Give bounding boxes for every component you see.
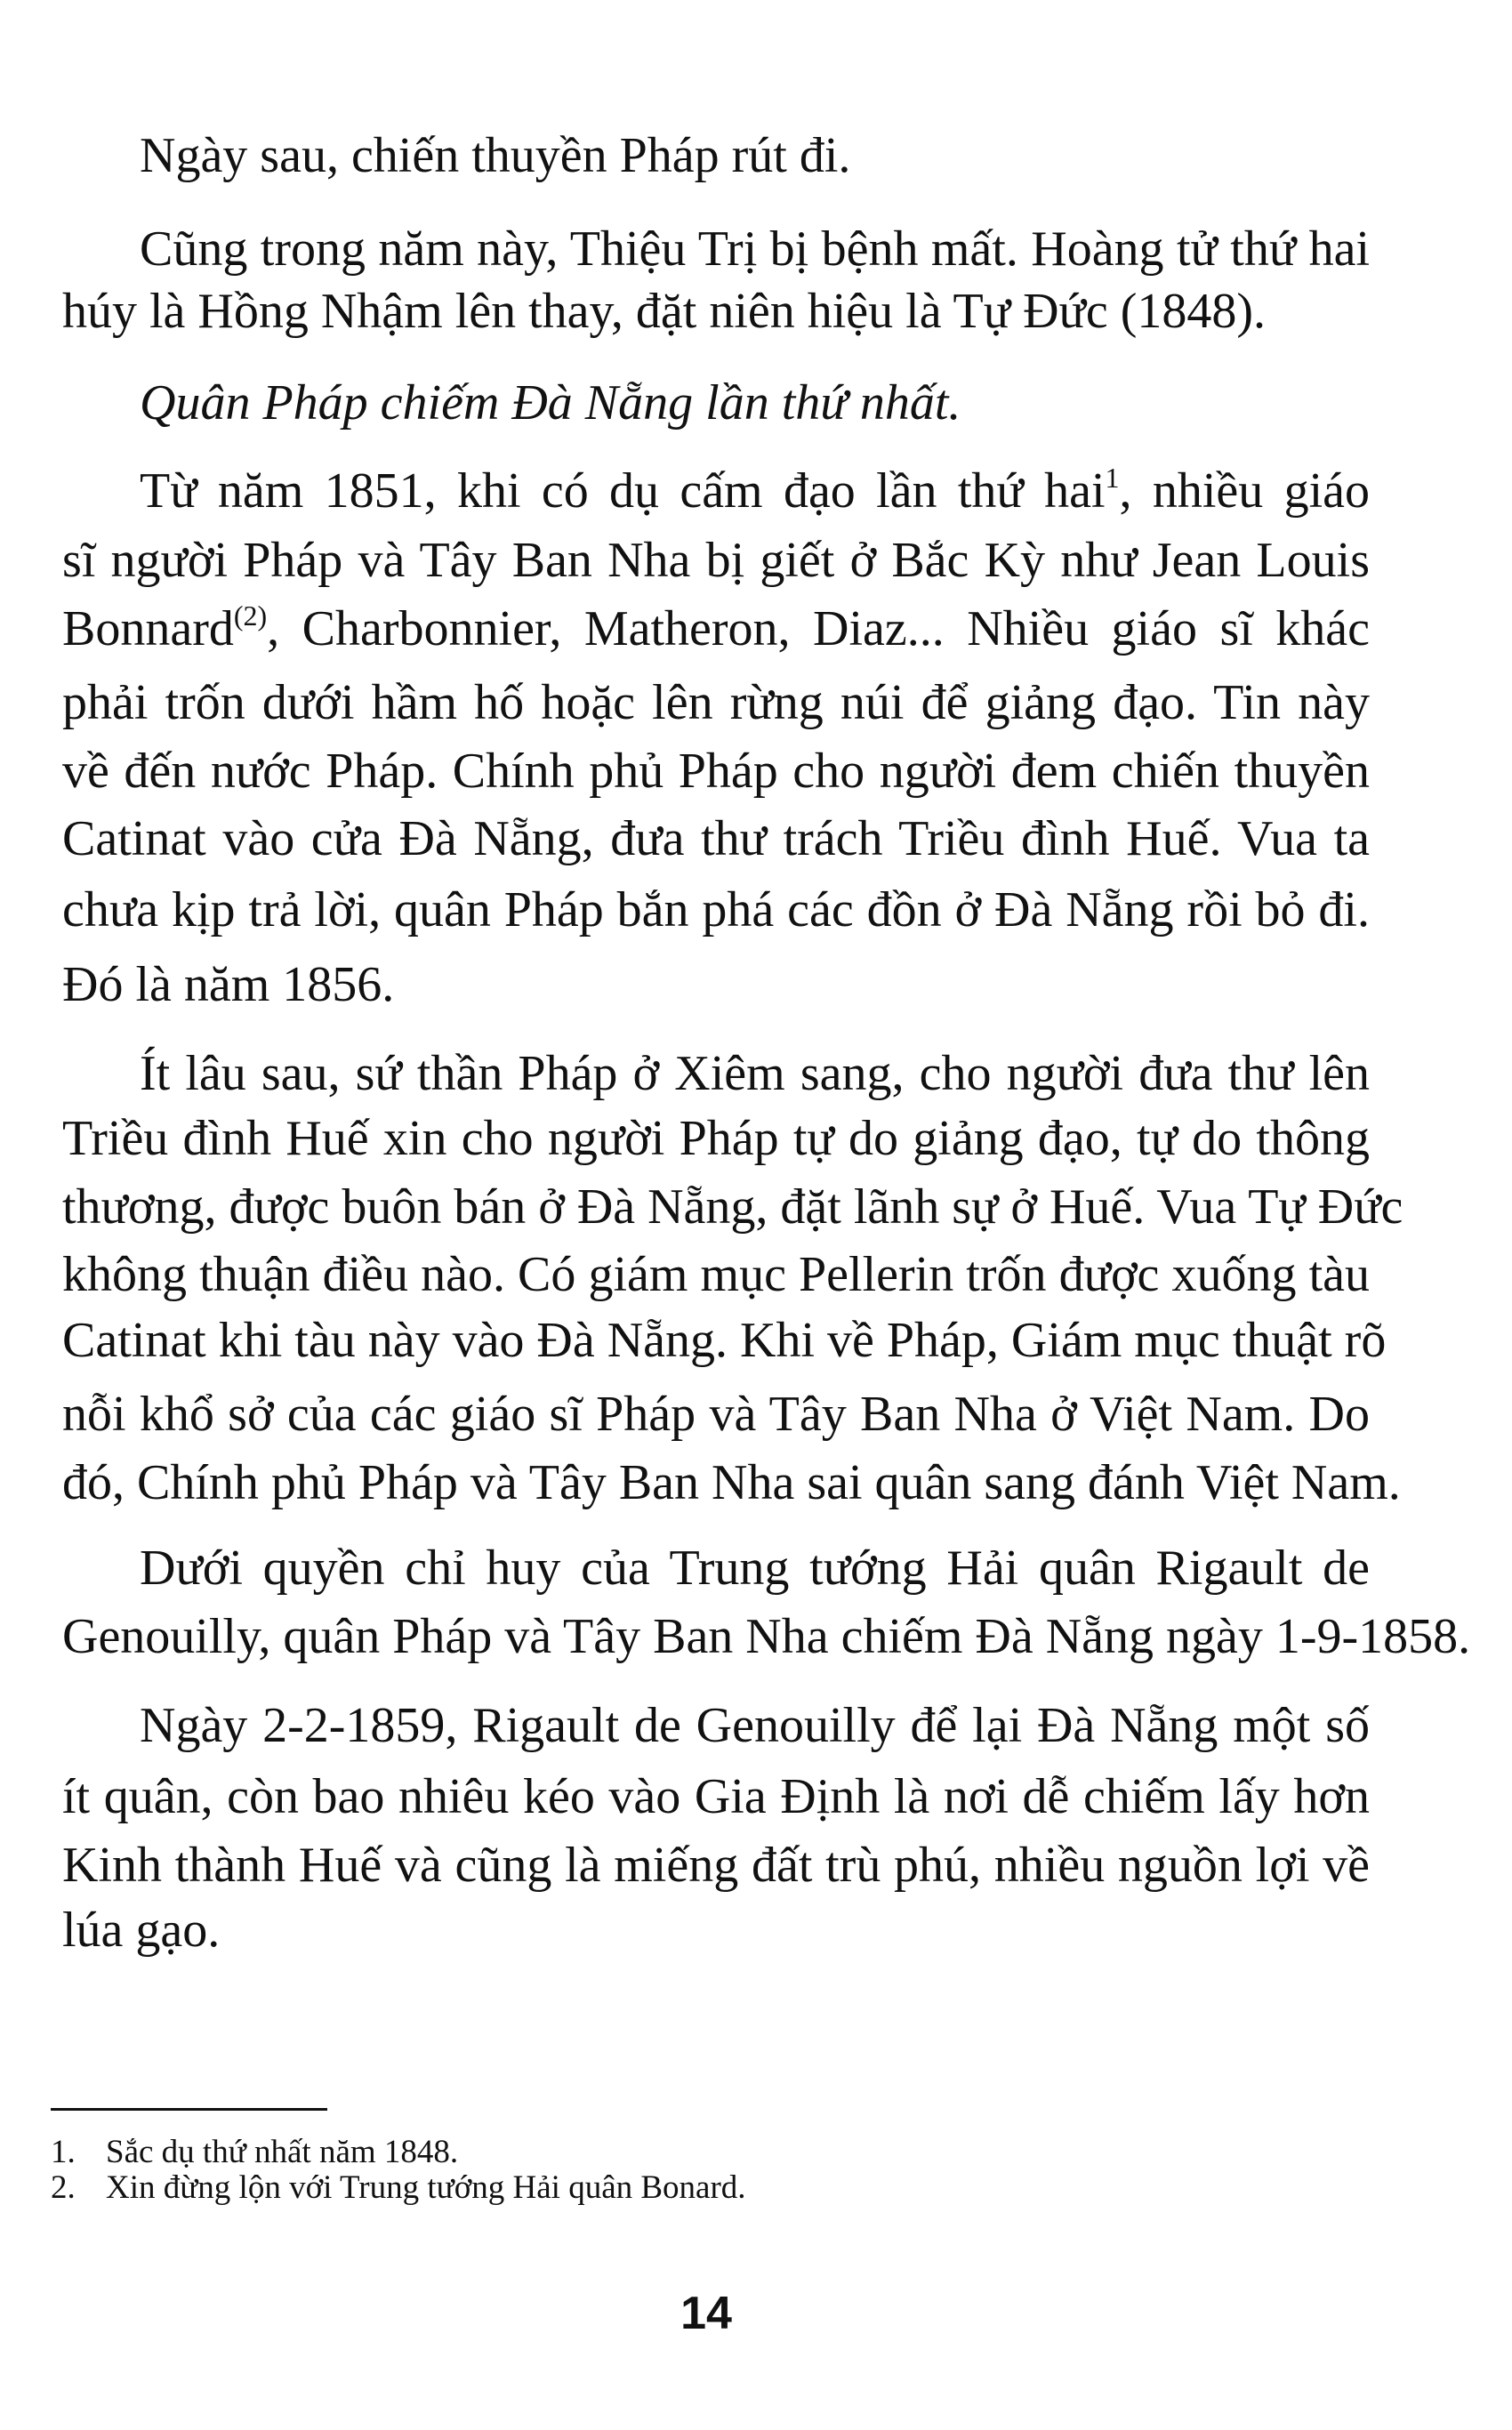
footnote-2 <box>51 2170 746 2206</box>
paragraph-5-line-6: nỗi khổ sở của các giáo sĩ Pháp và Tây Ban Nha ở Việt Nam. Do <box>62 1387 1370 1442</box>
text: Bonnard <box>62 601 234 656</box>
text: Từ năm 1851, khi có dụ cấm đạo lần thứ hai <box>140 463 1106 519</box>
page-number: 14 <box>680 2288 732 2339</box>
paragraph-4-line-7: chưa kịp trả lời, quân Pháp bắn phá các đồn ở Đà Nẵng rồi bỏ đi. <box>62 882 1370 937</box>
paragraph-1-line-1: Ngày sau, chiến thuyền Pháp rút đi. <box>140 128 851 183</box>
paragraph-4-line-8: Đó là năm 1856. <box>62 957 395 1012</box>
paragraph-7-line-2: ít quân, còn bao nhiêu kéo vào Gia Định là nơi dễ chiếm lấy hơn <box>62 1769 1370 1824</box>
paragraph-5-line-7: đó, Chính phủ Pháp và Tây Ban Nha sai quân sang đánh Việt Nam. <box>62 1455 1401 1510</box>
footnote-text: Xin đừng lộn với Trung tướng Hải quân Bonard. <box>106 2169 746 2206</box>
paragraph-2-line-2: húy là Hồng Nhậm lên thay, đặt niên hiệu là Tự Đức (1848). <box>62 284 1267 339</box>
paragraph-2-line-1: Cũng trong năm này, Thiệu Trị bị bệnh mất. Hoàng tử thứ hai <box>140 221 1370 277</box>
paragraph-7-line-3: Kinh thành Huế và cũng là miếng đất trù phú, nhiều nguồn lợi về <box>62 1838 1370 1893</box>
paragraph-5-line-5: Catinat khi tàu này vào Đà Nẵng. Khi về Pháp, Giám mục thuật rõ <box>62 1313 1387 1368</box>
footnote-divider <box>51 2108 327 2111</box>
section-heading: Quân Pháp chiếm Đà Nẵng lần thứ nhất. <box>140 375 961 430</box>
footnote-text: Sắc dụ thứ nhất năm 1848. <box>106 2134 459 2170</box>
footnote-number: 2. <box>51 2169 76 2206</box>
paragraph-6-line-1: Dưới quyền chỉ huy của Trung tướng Hải quân Rigault de <box>140 1541 1370 1596</box>
paragraph-4-line-2: sĩ người Pháp và Tây Ban Nha bị giết ở Bắc Kỳ như Jean Louis <box>62 533 1370 588</box>
paragraph-4-line-1 <box>140 457 1370 526</box>
paragraph-4-line-4: phải trốn dưới hầm hố hoặc lên rừng núi để giảng đạo. Tin này <box>62 675 1370 730</box>
paragraph-5-line-3: thương, được buôn bán ở Đà Nẵng, đặt lãnh sự ở Huế. Vua Tự Đức <box>62 1179 1403 1235</box>
text: , Charbonnier, Matheron, Diaz... Nhiều giáo sĩ khác <box>267 601 1370 656</box>
paragraph-5-line-1: Ít lâu sau, sứ thần Pháp ở Xiêm sang, cho người đưa thư lên <box>140 1046 1370 1101</box>
paragraph-6-line-2: Genouilly, quân Pháp và Tây Ban Nha chiếm Đà Nẵng ngày 1-9-1858. <box>62 1609 1471 1664</box>
footnote-1 <box>51 2135 458 2170</box>
paragraph-5-line-4: không thuận điều nào. Có giám mục Pellerin trốn được xuống tàu <box>62 1247 1370 1302</box>
paragraph-4-line-6: Catinat vào cửa Đà Nẵng, đưa thư trách Triều đình Huế. Vua ta <box>62 811 1370 866</box>
paragraph-7-line-1: Ngày 2-2-1859, Rigault de Genouilly để lại Đà Nẵng một số <box>140 1698 1370 1753</box>
paragraph-4-line-5: về đến nước Pháp. Chính phủ Pháp cho người đem chiến thuyền <box>62 744 1370 799</box>
footnote-number: 1. <box>51 2134 76 2170</box>
footnote-ref-1[interactable]: 1 <box>1105 462 1120 494</box>
footnote-ref-2[interactable]: (2) <box>233 599 268 632</box>
paragraph-5-line-2: Triều đình Huế xin cho người Pháp tự do giảng đạo, tự do thông <box>62 1111 1370 1166</box>
paragraph-4-line-3 <box>62 595 1370 664</box>
paragraph-7-line-4: lúa gạo. <box>62 1903 221 1958</box>
text: , nhiều giáo <box>1119 463 1371 519</box>
